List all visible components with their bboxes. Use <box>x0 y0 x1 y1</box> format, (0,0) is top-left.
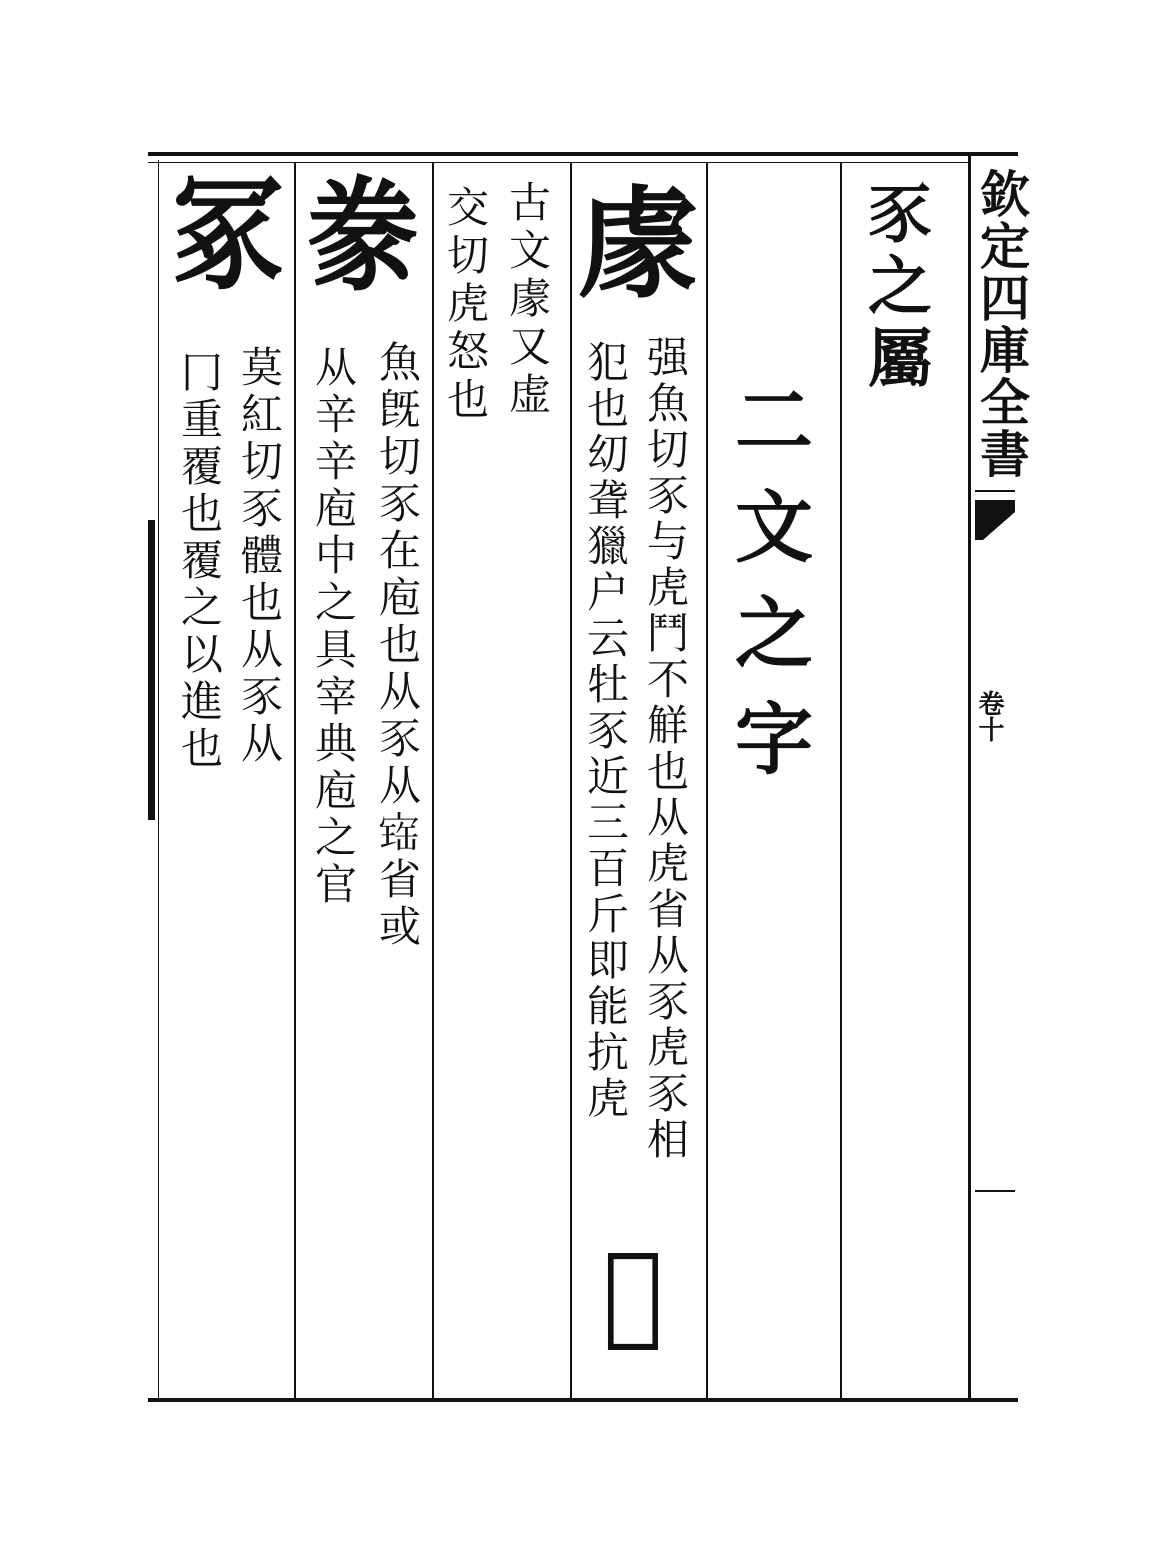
entry-line: 交切虎怒也 <box>441 185 490 425</box>
entry-line: 魚旣切豕在庖也从豕从𡩧省或 <box>373 340 422 951</box>
side-label: 欽定四庫全書 <box>972 168 1031 480</box>
column-divider <box>432 162 434 1398</box>
entry-line: 从辛辛庖中之具宰典庖之官 <box>309 345 358 909</box>
column-divider <box>706 162 708 1398</box>
column-divider <box>840 162 842 1398</box>
section-title: 二文之字 <box>722 380 813 804</box>
left-border <box>148 520 155 820</box>
category-heading: 豕之屬 <box>857 180 932 396</box>
entry-line: 莫紅切豕體也从豕从 <box>235 345 284 768</box>
column-divider <box>294 162 296 1398</box>
top-border <box>148 152 1018 156</box>
left-border-thin <box>158 160 159 1400</box>
right-border <box>968 152 971 1402</box>
side-volume: 卷十 <box>974 690 1004 742</box>
entry-line: 犯也㓜聋獵户云牡豕近三百斤即能抗虎 <box>581 340 630 1122</box>
column-divider <box>570 162 572 1398</box>
seal-character: 豢 <box>307 164 419 309</box>
fish-tail-mark <box>975 500 1015 540</box>
entry-line: 强魚切豕与虎鬥不觧也从虎省从豕虎豕相 <box>641 335 690 1163</box>
side-panel-divider <box>975 1190 1015 1192</box>
seal-character: 豦 <box>578 174 698 315</box>
side-panel-divider <box>975 490 1015 492</box>
entry-line: 冂重覆也覆之以進也 <box>175 350 224 773</box>
bottom-border <box>148 1398 1018 1402</box>
entry-line: 古文豦又虚 <box>503 180 552 420</box>
seal-character: 冢 <box>172 162 284 307</box>
variant-seal-character: 𧲫 <box>602 1227 663 1357</box>
